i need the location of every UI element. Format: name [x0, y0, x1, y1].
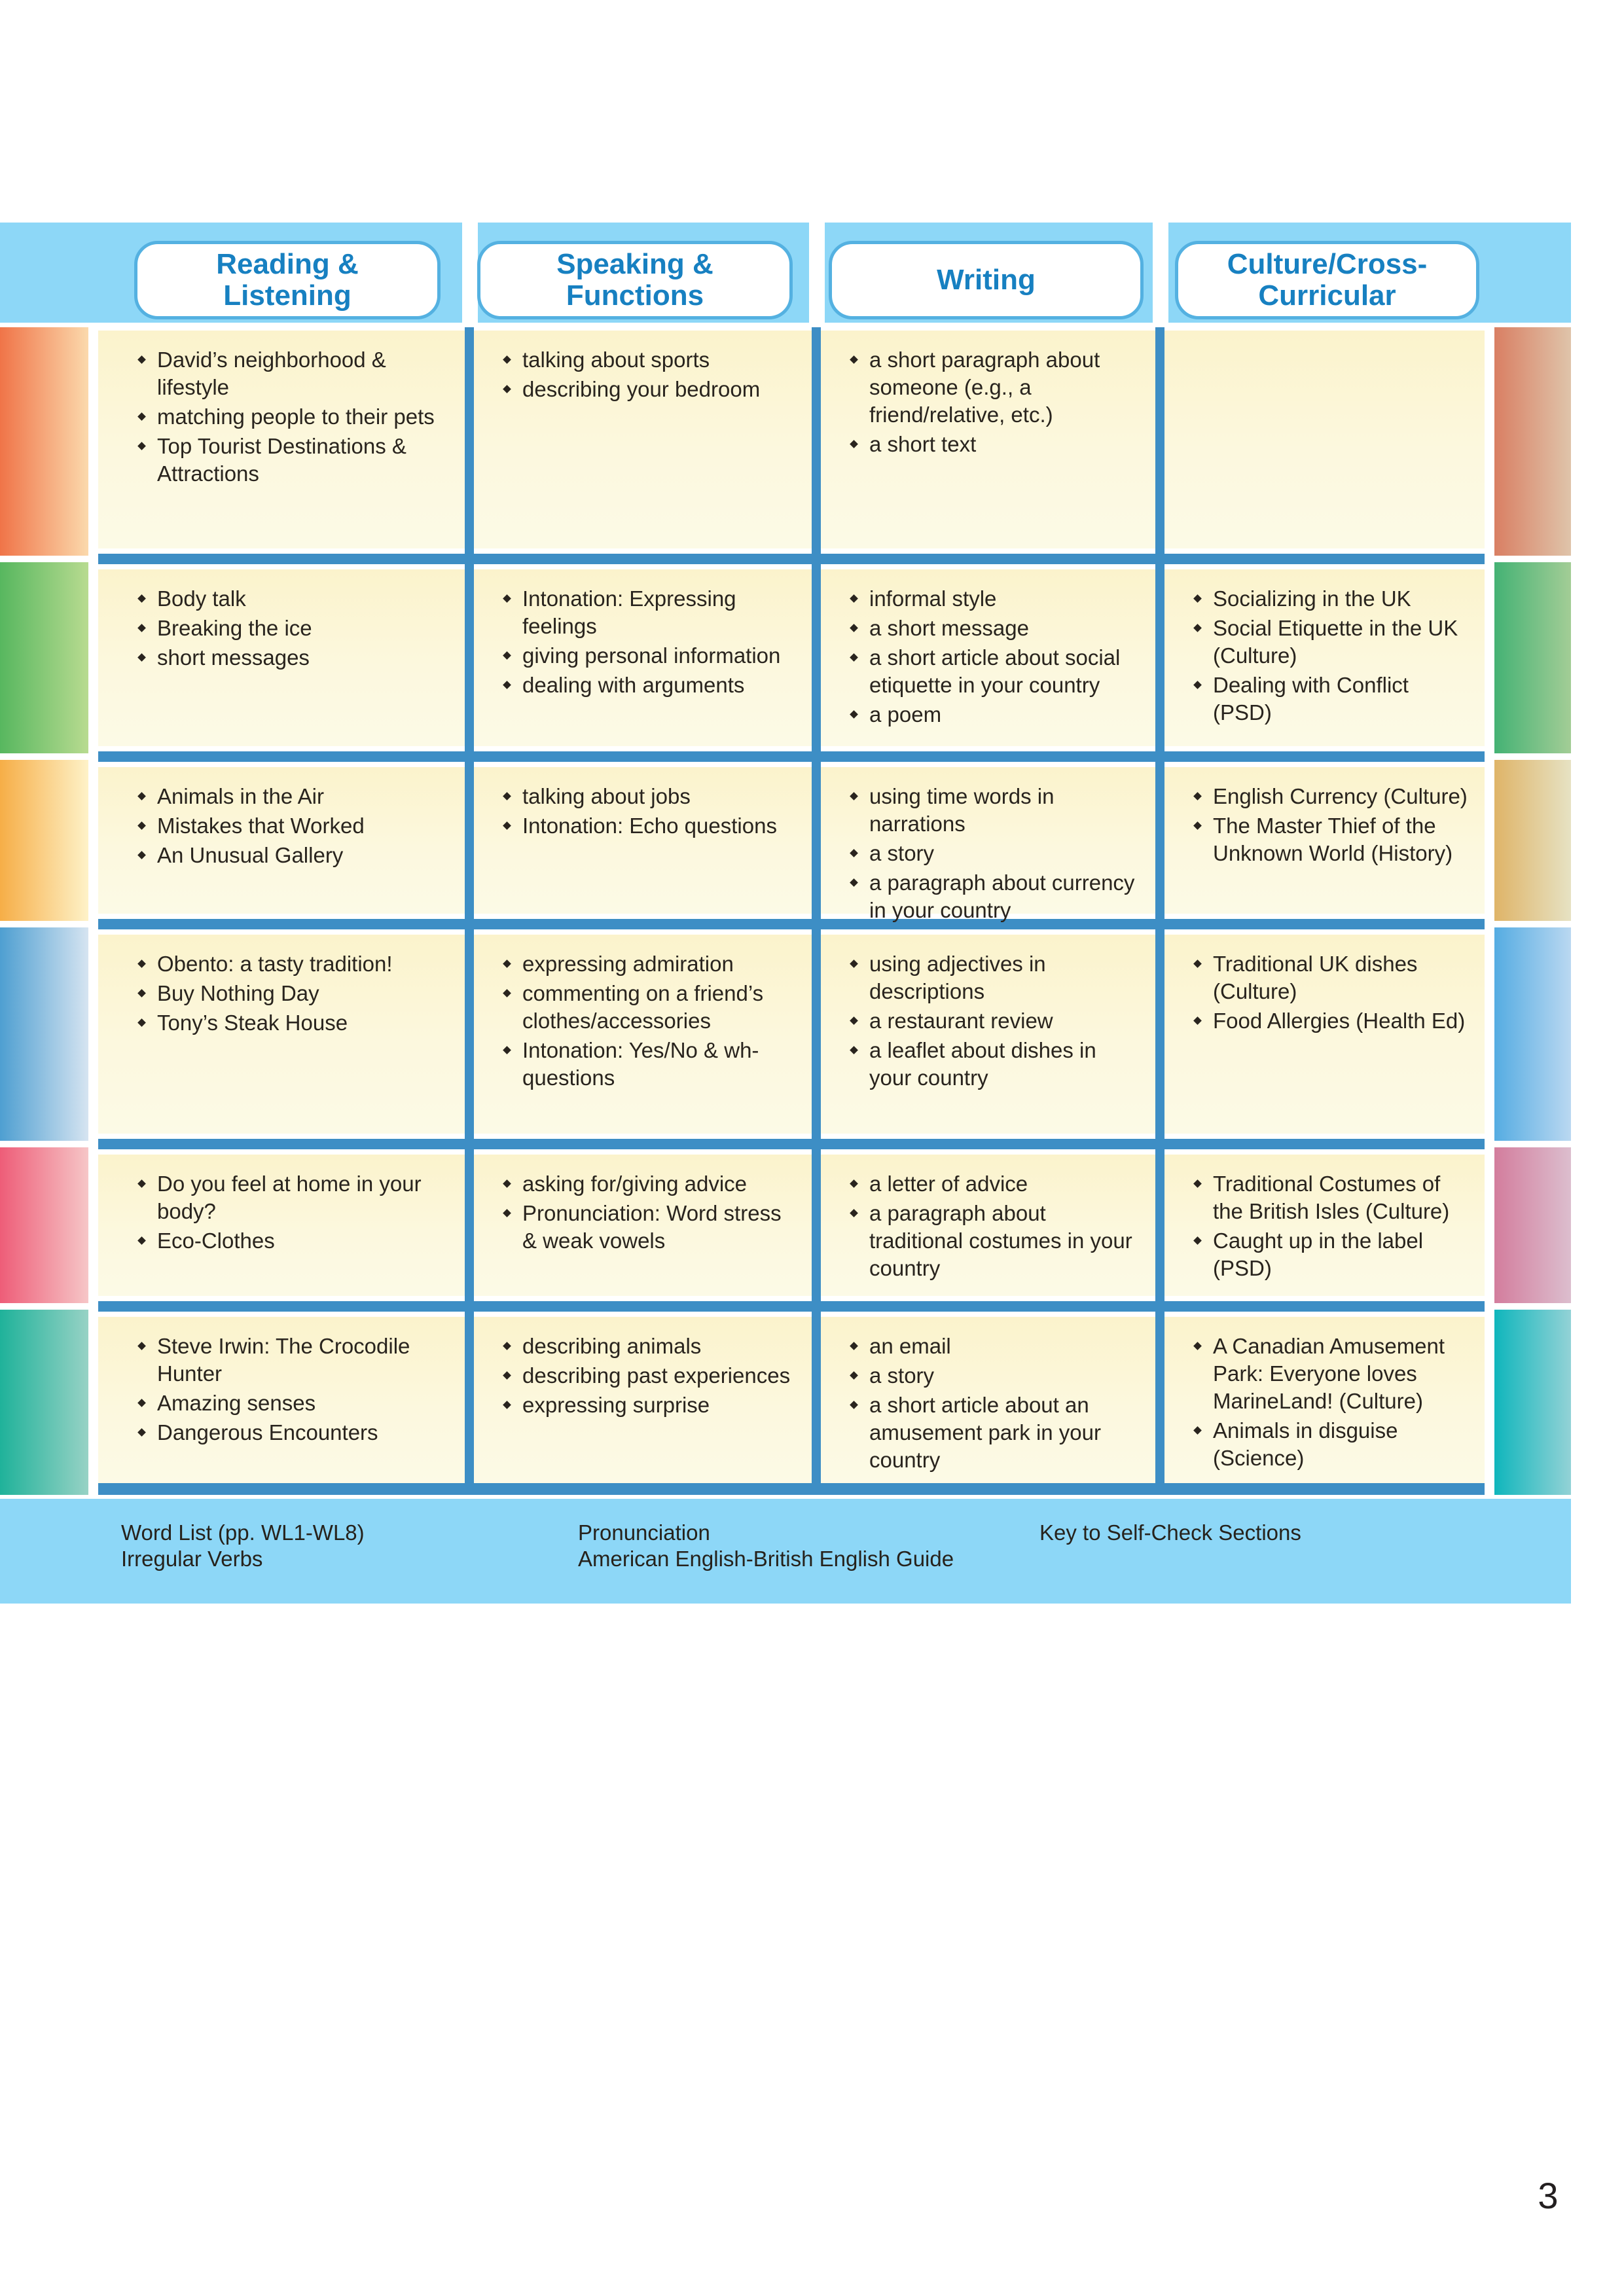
bullet-item: Caught up in the label (PSD) — [1191, 1227, 1470, 1282]
bullet-item: Mistakes that Worked — [135, 812, 450, 840]
bullet-item: a restaurant review — [847, 1007, 1141, 1035]
header-band-break — [1153, 223, 1168, 323]
bullet-item: a paragraph about traditional costumes in your country — [847, 1200, 1141, 1282]
bullet-list — [135, 1170, 450, 1255]
bullet-item: Intonation: Echo questions — [500, 812, 797, 840]
footer-line: Key to Self-Check Sections — [1039, 1520, 1301, 1545]
footer-line: Word List (pp. WL1-WL8) — [121, 1520, 365, 1545]
bullet-item: giving personal information — [500, 642, 797, 670]
bullet-item: English Currency (Culture) — [1191, 783, 1470, 810]
bullet-item: describing past experiences — [500, 1362, 797, 1390]
bullet-item: expressing admiration — [500, 950, 797, 978]
bullet-item: talking about jobs — [500, 783, 797, 810]
cell-unit1-culture — [1164, 331, 1485, 548]
footer-word-list — [121, 1520, 365, 1572]
cell-unit4-writing — [821, 935, 1155, 1134]
row-separator — [98, 1301, 1485, 1312]
bullet-item: Dealing with Conflict (PSD) — [1191, 672, 1470, 726]
footer-line: American English-British English Guide — [578, 1547, 954, 1571]
bullet-item: Buy Nothing Day — [135, 980, 450, 1007]
page-number: 3 — [1538, 2175, 1559, 2216]
bullet-item: a letter of advice — [847, 1170, 1141, 1198]
cell-unit1-writing — [821, 331, 1155, 548]
cell-unit6-writing — [821, 1317, 1155, 1483]
unit6-color-bar-right — [1494, 1310, 1571, 1495]
bullet-item: Body talk — [135, 585, 450, 613]
bullet-item: A Canadian Amusement Park: Everyone loves MarineLand! (Culture) — [1191, 1333, 1470, 1415]
footer-pronunciation — [578, 1520, 954, 1572]
bullet-item: Breaking the ice — [135, 615, 450, 642]
bullet-item: using adjectives in descriptions — [847, 950, 1141, 1005]
unit4-color-bar-left — [0, 927, 88, 1141]
cell-unit4-reading — [98, 935, 465, 1134]
bullet-list — [500, 950, 797, 1092]
unit3-color-bar-left — [0, 760, 88, 921]
header-band-break — [809, 223, 825, 323]
bullet-list — [847, 783, 1141, 924]
cell-unit2-writing — [821, 569, 1155, 746]
bullet-item: Intonation: Expressing feelings — [500, 585, 797, 640]
column-header-reading-listening: Reading & Listening — [134, 241, 441, 319]
unit1-color-bar-right — [1494, 327, 1571, 556]
bullet-item: informal style — [847, 585, 1141, 613]
cell-unit2-reading — [98, 569, 465, 746]
bullet-list — [500, 1170, 797, 1255]
bullet-item: commenting on a friend’s clothes/accessories — [500, 980, 797, 1035]
bullet-item: Do you feel at home in your body? — [135, 1170, 450, 1225]
bullet-item: a short message — [847, 615, 1141, 642]
bullet-item: a short text — [847, 431, 1141, 458]
cell-unit1-speaking — [474, 331, 812, 548]
unit3-color-bar-right — [1494, 760, 1571, 921]
bullet-item: Socializing in the UK — [1191, 585, 1470, 613]
bullet-item: asking for/giving advice — [500, 1170, 797, 1198]
bullet-item: a story — [847, 1362, 1141, 1390]
cell-unit5-writing — [821, 1155, 1155, 1296]
bullet-item: Traditional Costumes of the British Isles (Culture) — [1191, 1170, 1470, 1225]
footer-line: Pronunciation — [578, 1520, 710, 1545]
cell-unit5-speaking — [474, 1155, 812, 1296]
unit2-color-bar-left — [0, 562, 88, 753]
bullet-item: Intonation: Yes/No & wh-questions — [500, 1037, 797, 1092]
bullet-list — [135, 950, 450, 1037]
header-band-break — [462, 223, 478, 323]
bullet-list — [847, 1333, 1141, 1474]
bullet-item: expressing surprise — [500, 1391, 797, 1419]
unit2-color-bar-right — [1494, 562, 1571, 753]
row-separator — [98, 1139, 1485, 1149]
unit5-color-bar-left — [0, 1147, 88, 1303]
bullet-list — [135, 585, 450, 672]
bullet-item: a story — [847, 840, 1141, 867]
cell-unit4-culture — [1164, 935, 1485, 1134]
cell-unit3-reading — [98, 767, 465, 914]
unit5-color-bar-right — [1494, 1147, 1571, 1303]
cell-unit4-speaking — [474, 935, 812, 1134]
footer-self-check-key — [1039, 1520, 1301, 1546]
bullet-item: Social Etiquette in the UK (Culture) — [1191, 615, 1470, 670]
bullet-item: describing animals — [500, 1333, 797, 1360]
row-separator — [98, 554, 1485, 564]
table-bottom-border — [98, 1483, 1485, 1495]
bullet-list — [1191, 1333, 1470, 1472]
unit4-color-bar-right — [1494, 927, 1571, 1141]
bullet-item: Top Tourist Destinations & Attractions — [135, 433, 450, 488]
bullet-item: Tony’s Steak House — [135, 1009, 450, 1037]
bullet-list — [847, 585, 1141, 728]
bullet-item: a short paragraph about someone (e.g., a friend/relative, etc.) — [847, 346, 1141, 429]
bullet-item: short messages — [135, 644, 450, 672]
row-separator — [98, 919, 1485, 929]
bullet-list — [1191, 1170, 1470, 1282]
column-separator — [1155, 327, 1164, 1495]
bullet-item: an email — [847, 1333, 1141, 1360]
column-header-culture-cross-curricular: Culture/Cross-Curricular — [1175, 241, 1479, 319]
footer-line: Irregular Verbs — [121, 1547, 263, 1571]
bullet-item: Dangerous Encounters — [135, 1419, 450, 1446]
bullet-list — [135, 346, 450, 488]
bullet-item: The Master Thief of the Unknown World (History) — [1191, 812, 1470, 867]
column-header-speaking-functions: Speaking & Functions — [477, 241, 793, 319]
cell-unit6-reading — [98, 1317, 465, 1483]
bullet-item: Steve Irwin: The Crocodile Hunter — [135, 1333, 450, 1388]
bullet-list — [847, 1170, 1141, 1282]
cell-unit3-culture — [1164, 767, 1485, 914]
bullet-item: Amazing senses — [135, 1390, 450, 1417]
column-header-writing: Writing — [829, 241, 1144, 319]
bullet-item: Animals in disguise (Science) — [1191, 1417, 1470, 1472]
bullet-item: talking about sports — [500, 346, 797, 374]
column-separator — [465, 327, 474, 1495]
bullet-item: Eco-Clothes — [135, 1227, 450, 1255]
cell-unit3-writing — [821, 767, 1155, 922]
unit1-color-bar-left — [0, 327, 88, 556]
bullet-list — [500, 346, 797, 403]
bullet-item: a short article about an amusement park in your country — [847, 1391, 1141, 1474]
bullet-item: Pronunciation: Word stress & weak vowels — [500, 1200, 797, 1255]
cell-unit2-speaking — [474, 569, 812, 746]
bullet-item: Traditional UK dishes (Culture) — [1191, 950, 1470, 1005]
bullet-item: Animals in the Air — [135, 783, 450, 810]
row-separator — [98, 751, 1485, 762]
bullet-list — [135, 1333, 450, 1446]
bullet-item: dealing with arguments — [500, 672, 797, 699]
bullet-item: describing your bedroom — [500, 376, 797, 403]
cell-unit5-reading — [98, 1155, 465, 1296]
bullet-item: using time words in narrations — [847, 783, 1141, 838]
cell-unit6-culture — [1164, 1317, 1485, 1483]
bullet-list — [500, 1333, 797, 1419]
bullet-item: matching people to their pets — [135, 403, 450, 431]
column-separator — [812, 327, 821, 1495]
bullet-item: David’s neighborhood & lifestyle — [135, 346, 450, 401]
cell-unit3-speaking — [474, 767, 812, 914]
bullet-list — [847, 346, 1141, 458]
unit6-color-bar-left — [0, 1310, 88, 1495]
cell-unit6-speaking — [474, 1317, 812, 1483]
bullet-item: a poem — [847, 701, 1141, 728]
bullet-list — [500, 783, 797, 840]
bullet-item: Food Allergies (Health Ed) — [1191, 1007, 1470, 1035]
cell-unit5-culture — [1164, 1155, 1485, 1296]
bullet-item: An Unusual Gallery — [135, 842, 450, 869]
bullet-item: Obento: a tasty tradition! — [135, 950, 450, 978]
bullet-list — [135, 783, 450, 869]
cell-unit2-culture — [1164, 569, 1485, 746]
cell-unit1-reading — [98, 331, 465, 548]
bullet-list — [1191, 950, 1470, 1035]
bullet-item: a short article about social etiquette in your country — [847, 644, 1141, 699]
bullet-list — [1191, 585, 1470, 726]
bullet-item: a paragraph about currency in your country — [847, 869, 1141, 924]
bullet-list — [1191, 783, 1470, 867]
bullet-item: a leaflet about dishes in your country — [847, 1037, 1141, 1092]
bullet-list — [847, 950, 1141, 1092]
bullet-list — [500, 585, 797, 699]
